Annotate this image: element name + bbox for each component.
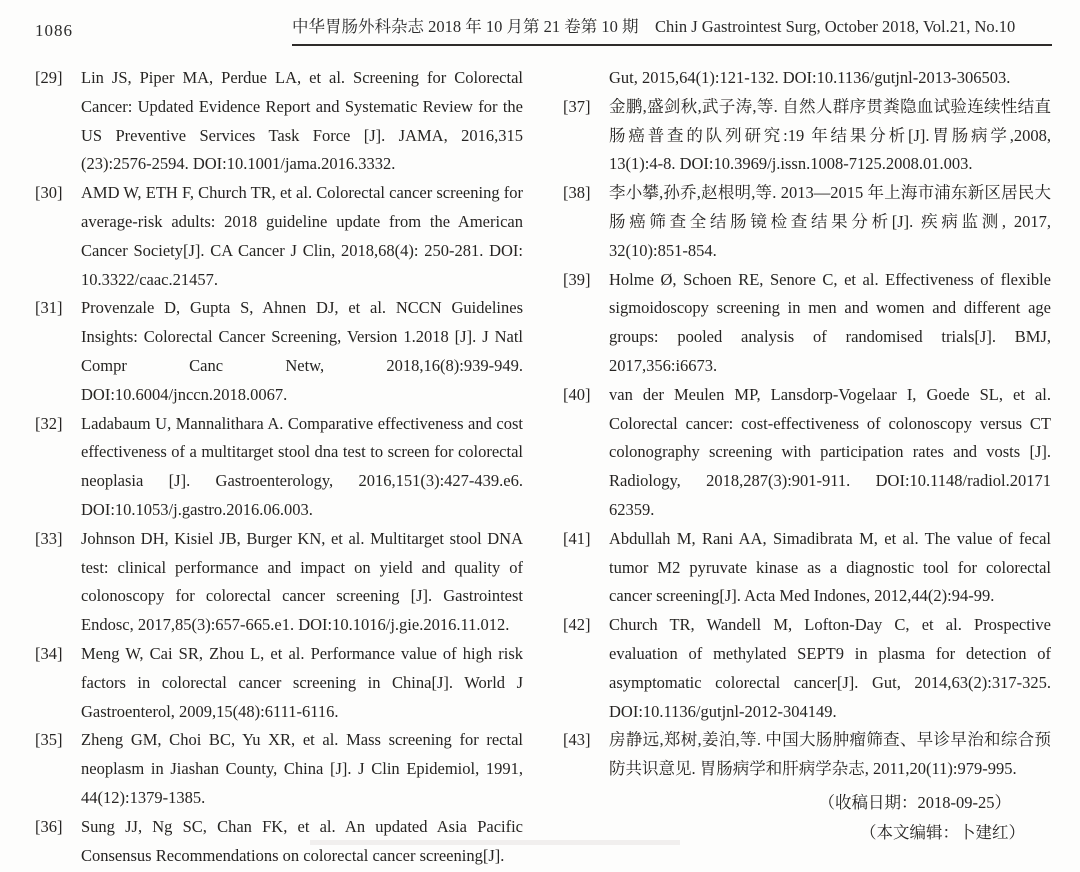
reference-item [35, 64, 523, 179]
reference-text: Church TR, Wandell M, Lofton-Day C, et al. Prospective evaluation of methylated SEPT9 in plasma for detection of asymptomatic colorectal cancer[J]. Gut, 2014,63(2):317-325. DOI:10.1136/gutjnl-2012-304149. [609, 615, 1051, 721]
reference-text: Sung JJ, Ng SC, Chan FK, et al. An updated Asia Pacific Consensus Recommendations on colorectal cancer screening[J]. [81, 816, 523, 865]
reference-text: 金鹏,盛剑秋,武子涛,等. 自然人群序贯粪隐血试验连续性结直肠癌普查的队列研究:19 年结果分析[J].胃肠病学,2008, 13(1):4-8. DOI:10.3969/j.issn.1008-7125.2008.01.003. [609, 96, 1051, 174]
scan-artifact [310, 840, 680, 845]
reference-number: [34] [35, 643, 63, 663]
reference-columns [0, 52, 1080, 870]
reference-item [563, 611, 1051, 726]
reference-text: Abdullah M, Rani AA, Simadibrata M, et al. The value of fecal tumor M2 pyruvate kinase as a diagnostic tool for colorectal cancer screening[J]. Acta Med Indones, 2012,44(2):94-99. [609, 528, 1051, 606]
reference-number: [38] [563, 183, 591, 203]
reference-number [563, 64, 609, 93]
reference-number: [40] [563, 384, 591, 404]
reference-number: [30] [35, 183, 63, 203]
reference-item [35, 726, 523, 812]
reference-text: AMD W, ETH F, Church TR, et al. Colorectal cancer screening for average-risk adults: 2018 guideline update from the American Cancer Society[J]. CA Cancer J Clin, 2018,68(4): 250-281. DOI: 10.3322/caac.21457. [81, 183, 523, 289]
reference-text: Zheng GM, Choi BC, Yu XR, et al. Mass screening for rectal neoplasm in Jiashan County, China [J]. J Clin Epidemiol, 1991, 44(12):1379-1385. [81, 730, 523, 807]
reference-text: Johnson DH, Kisiel JB, Burger KN, et al. Multitarget stool DNA test: clinical performance and impact on yield and quality of colonoscopy for colorectal cancer screening [J]. Gastrointest Endosc, 2017,85(3):657-665.e1. DOI:10.1016/j.gie.2016.11.012. [81, 528, 523, 635]
reference-text: Holme Ø, Schoen RE, Senore C, et al. Effectiveness of flexible sigmoidoscopy screening in men and women and different age groups: pooled analysis of randomised trials[J]. BMJ, 2017,356:i6673. [609, 269, 1051, 375]
reference-text: Meng W, Cai SR, Zhou L, et al. Performance value of high risk factors in colorectal cancer screening in China[J]. World J Gastroenterol, 2009,15(48):6111-6116. [81, 643, 523, 721]
reference-number: [31] [35, 298, 63, 318]
reference-item [35, 410, 523, 525]
reference-item [563, 266, 1051, 381]
reference-item [563, 381, 1051, 525]
reference-number: [42] [563, 615, 591, 635]
reference-item [35, 294, 523, 409]
reference-item-continuation [563, 64, 1051, 93]
reference-item [563, 179, 1051, 265]
page-header [0, 0, 1080, 52]
article-footer [563, 788, 1051, 848]
references-left-column [35, 64, 523, 870]
reference-number: [41] [563, 528, 591, 548]
reference-item [35, 179, 523, 294]
reference-item [563, 726, 1051, 784]
reference-item [35, 640, 523, 726]
reference-number: [39] [563, 269, 591, 289]
references-right-column [563, 64, 1051, 870]
reference-item [563, 525, 1051, 611]
reference-number: [43] [563, 730, 591, 750]
reference-text: Lin JS, Piper MA, Perdue LA, et al. Screening for Colorectal Cancer: Updated Evidence Report and Systematic Review for the US Preventive Services Task Force [J]. JAMA, 2016,315 (23):2576-2594. DOI:10.1001/jama.2016.3332. [81, 68, 523, 174]
running-head-rule [292, 13, 1052, 46]
reference-number: [29] [35, 68, 63, 87]
journal-title: 中华胃肠外科杂志 2018 年 10 月第 21 卷第 10 期 Chin J Gastrointest Surg, October 2018, Vol.21, No.10 [292, 17, 1016, 36]
reference-number: [35] [35, 730, 63, 750]
reference-text: 房静远,郑树,姜泊,等. 中国大肠肿瘤筛查、早诊早治和综合预防共识意见. 胃肠病学和肝病学杂志, 2011,20(11):979-995. [609, 730, 1051, 779]
reference-number: [32] [35, 413, 63, 433]
page-number: 1086 [35, 21, 73, 40]
reference-text: Gut, 2015,64(1):121-132. DOI:10.1136/gutjnl-2013-306503. [609, 68, 1011, 87]
reference-text: Provenzale D, Gupta S, Ahnen DJ, et al. NCCN Guidelines Insights: Colorectal Cancer Screening, Version 1.2018 [J]. J Natl Compr Canc Netw, 2018,16(8):939-949. DOI:10.6004/jnccn.2018.0067. [81, 298, 523, 404]
reference-item [35, 525, 523, 640]
received-date: （收稿日期：2018-09-25） [818, 792, 1011, 812]
reference-number: [33] [35, 528, 63, 548]
reference-text: Ladabaum U, Mannalithara A. Comparative effectiveness and cost effectiveness of a multitarget stool dna test to screen for colorectal neoplasia [J]. Gastroenterology, 2016,151(3):427-439.e6. DOI:10.1053/j.gastro.2016.06.003. [81, 413, 523, 519]
reference-text: van der Meulen MP, Lansdorp-Vogelaar I, Goede SL, et al. Colorectal cancer: cost-effectiveness of colonoscopy versus CT colonography screening with participation rates and vosts [J]. Radiology, 2018,287(3):901-911. DOI:10.1148/radiol.20171 62359. [609, 384, 1051, 519]
reference-number: [37] [563, 96, 591, 116]
reference-item [563, 93, 1051, 179]
reference-number: [36] [35, 816, 63, 836]
reference-text: 李小攀,孙乔,赵根明,等. 2013—2015 年上海市浦东新区居民大肠癌筛查全结肠镜检查结果分析[J]. 疾病监测, 2017, 32(10):851-854. [609, 183, 1051, 260]
editor-note: （本文编辑：卜建红） [860, 822, 1025, 842]
